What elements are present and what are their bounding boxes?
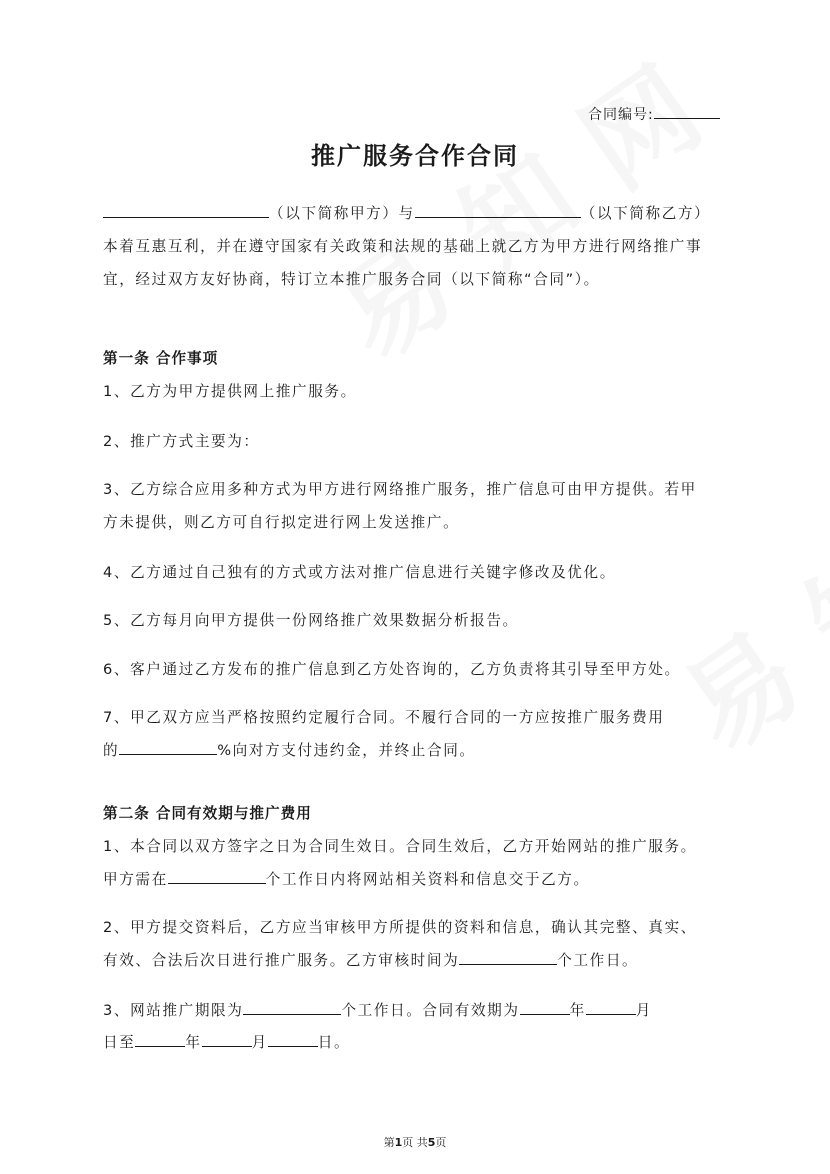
clause-text-part: 个工作日。 xyxy=(557,952,639,969)
promotion-days-blank xyxy=(243,1000,341,1015)
party-b-blank xyxy=(415,203,581,218)
preamble-parties xyxy=(103,202,710,223)
clause-text-part: 月 xyxy=(251,1034,268,1051)
page-footer xyxy=(0,1134,830,1150)
clause-text xyxy=(103,949,638,970)
article-2-heading: 第二条 合同有效期与推广费用 xyxy=(103,805,312,822)
start-month-blank xyxy=(586,1000,636,1015)
party-a-suffix: （以下简称甲方）与 xyxy=(269,205,415,222)
clause-text: 6、客户通过乙方发布的推广信息到乙方处咨询的，乙方负责将其引导至甲方处。 xyxy=(103,661,681,678)
watermark-text xyxy=(647,393,830,781)
clause-text-part: 月 xyxy=(635,1002,652,1019)
end-month-blank xyxy=(202,1032,252,1047)
clause-text-part: 日至 xyxy=(103,1034,136,1051)
page-label: 第 xyxy=(383,1136,395,1149)
clause-text-part: 3、网站推广期限为 xyxy=(103,1002,244,1019)
clause-text: 方未提供，则乙方可自行拟定进行网上发送推广。 xyxy=(103,514,460,531)
clause-text: 5、乙方每月向甲方提供一份网络推广效果数据分析报告。 xyxy=(103,612,519,629)
penalty-percent-blank xyxy=(119,740,217,755)
end-day-blank xyxy=(268,1032,318,1047)
clause-text: 2、甲方提交资料后，乙方应当审核甲方所提供的资料和信息，确认其完整、真实、 xyxy=(103,919,697,936)
contract-number-label: 合同编号: xyxy=(588,107,654,123)
page-label: 页 xyxy=(435,1136,447,1149)
start-year-blank xyxy=(520,1000,570,1015)
clause-text-part: %向对方支付违约金，并终止合同。 xyxy=(217,742,476,759)
preamble-line: 本着互惠互利，并在遵守国家有关政策和法规的基础上就乙方为甲方进行网络推广事 xyxy=(103,238,703,255)
clause-text-part: 年 xyxy=(569,1002,586,1019)
party-b-suffix: （以下简称乙方） xyxy=(580,205,711,222)
page-total: 5 xyxy=(427,1136,436,1149)
end-year-blank xyxy=(135,1032,185,1047)
clause-text-part: 个工作日内将网站相关资料和信息交于乙方。 xyxy=(265,871,590,888)
review-days-blank xyxy=(459,950,557,965)
page-label: 页 共 xyxy=(402,1136,428,1149)
article-1-heading: 第一条 合作事项 xyxy=(103,350,219,367)
clause-text: 1、本合同以双方签字之日为合同生效日。合同生效后，乙方开始网站的推广服务。 xyxy=(103,838,697,855)
clause-text-part: 日。 xyxy=(317,1034,351,1051)
clause-text-part: 有效、合法后次日进行推广服务。乙方审核时间为 xyxy=(103,952,460,969)
clause-text: 1、乙方为甲方提供网上推广服务。 xyxy=(103,383,357,400)
page-current: 1 xyxy=(394,1136,403,1149)
preamble-line: 宜，经过双方友好协商，特订立本推广服务合同（以下简称“合同”）。 xyxy=(103,271,600,288)
clause-text: 3、乙方综合应用多种方式为甲方进行网络推广服务，推广信息可由甲方提供。若甲 xyxy=(103,481,697,498)
clause-text xyxy=(103,868,590,889)
clause-text-part: 年 xyxy=(185,1034,202,1051)
clause-text: 2、推广方式主要为： xyxy=(103,433,260,450)
clause-text xyxy=(103,739,476,760)
clause-text xyxy=(103,1031,350,1052)
page-title: 推广服务合作合同 xyxy=(311,142,519,170)
watermark-text xyxy=(300,2,759,390)
clause-text-part: 的 xyxy=(103,742,120,759)
contract-number xyxy=(588,104,720,124)
clause-text-part: 个工作日。合同有效期为 xyxy=(341,1002,520,1019)
clause-text xyxy=(103,999,652,1020)
clause-text: 4、乙方通过自己独有的方式或方法对推广信息进行关键字修改及优化。 xyxy=(103,564,616,581)
party-a-blank xyxy=(103,203,269,218)
clause-text: 7、甲乙双方应当严格按照约定履行合同。不履行合同的一方应按推广服务费用 xyxy=(103,709,665,726)
contract-number-blank xyxy=(654,104,720,119)
clause-text-part: 甲方需在 xyxy=(103,871,168,888)
workdays-blank xyxy=(168,869,266,884)
